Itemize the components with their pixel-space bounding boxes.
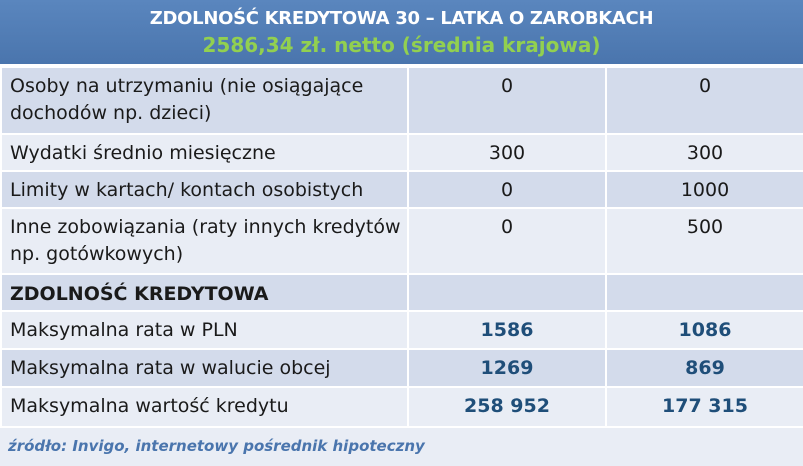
table-row — [1, 67, 803, 134]
table-row — [1, 311, 803, 349]
row-value-col2: 1000 — [606, 171, 803, 208]
table-row — [1, 171, 803, 208]
row-label: Wydatki średnio miesięczne — [1, 134, 408, 171]
row-value-col2: 0 — [606, 67, 803, 134]
row-label: Limity w kartach/ kontach osobistych — [1, 171, 408, 208]
row-value-col2: 500 — [606, 208, 803, 274]
section-empty-cell — [606, 274, 803, 311]
table-title: ZDOLNOŚĆ KREDYTOWA 30 – LATKA O ZAROBKACH — [149, 8, 654, 29]
row-value-col2: 177 315 — [606, 387, 803, 427]
table-subtitle: 2586,34 zł. netto (średnia krajowa) — [202, 33, 601, 57]
row-value-col2: 300 — [606, 134, 803, 171]
table-row — [1, 208, 803, 274]
row-value-col1: 258 952 — [408, 387, 606, 427]
section-empty-cell — [408, 274, 606, 311]
table-header — [0, 0, 803, 66]
row-label: Osoby na utrzymaniu (nie osiągające dochodów np. dzieci) — [1, 67, 408, 134]
row-value-col1: 0 — [408, 67, 606, 134]
row-label: Maksymalna rata w walucie obcej — [1, 349, 408, 387]
row-value-col1: 300 — [408, 134, 606, 171]
table-row — [1, 387, 803, 427]
row-label: Maksymalna wartość kredytu — [1, 387, 408, 427]
row-value-col1: 1269 — [408, 349, 606, 387]
row-value-col2: 869 — [606, 349, 803, 387]
section-row — [1, 274, 803, 311]
table-row — [1, 134, 803, 171]
row-value-col1: 0 — [408, 208, 606, 274]
row-label: Maksymalna rata w PLN — [1, 311, 408, 349]
row-value-col1: 1586 — [408, 311, 606, 349]
source-footer — [0, 426, 803, 466]
section-title: ZDOLNOŚĆ KREDYTOWA — [1, 274, 408, 311]
row-label: Inne zobowiązania (raty innych kredytów np. gotówkowych) — [1, 208, 408, 274]
source-note: źródło: Invigo, internetowy pośrednik hipoteczny — [8, 437, 425, 455]
data-table — [0, 66, 803, 428]
row-value-col2: 1086 — [606, 311, 803, 349]
row-value-col1: 0 — [408, 171, 606, 208]
table-row — [1, 349, 803, 387]
